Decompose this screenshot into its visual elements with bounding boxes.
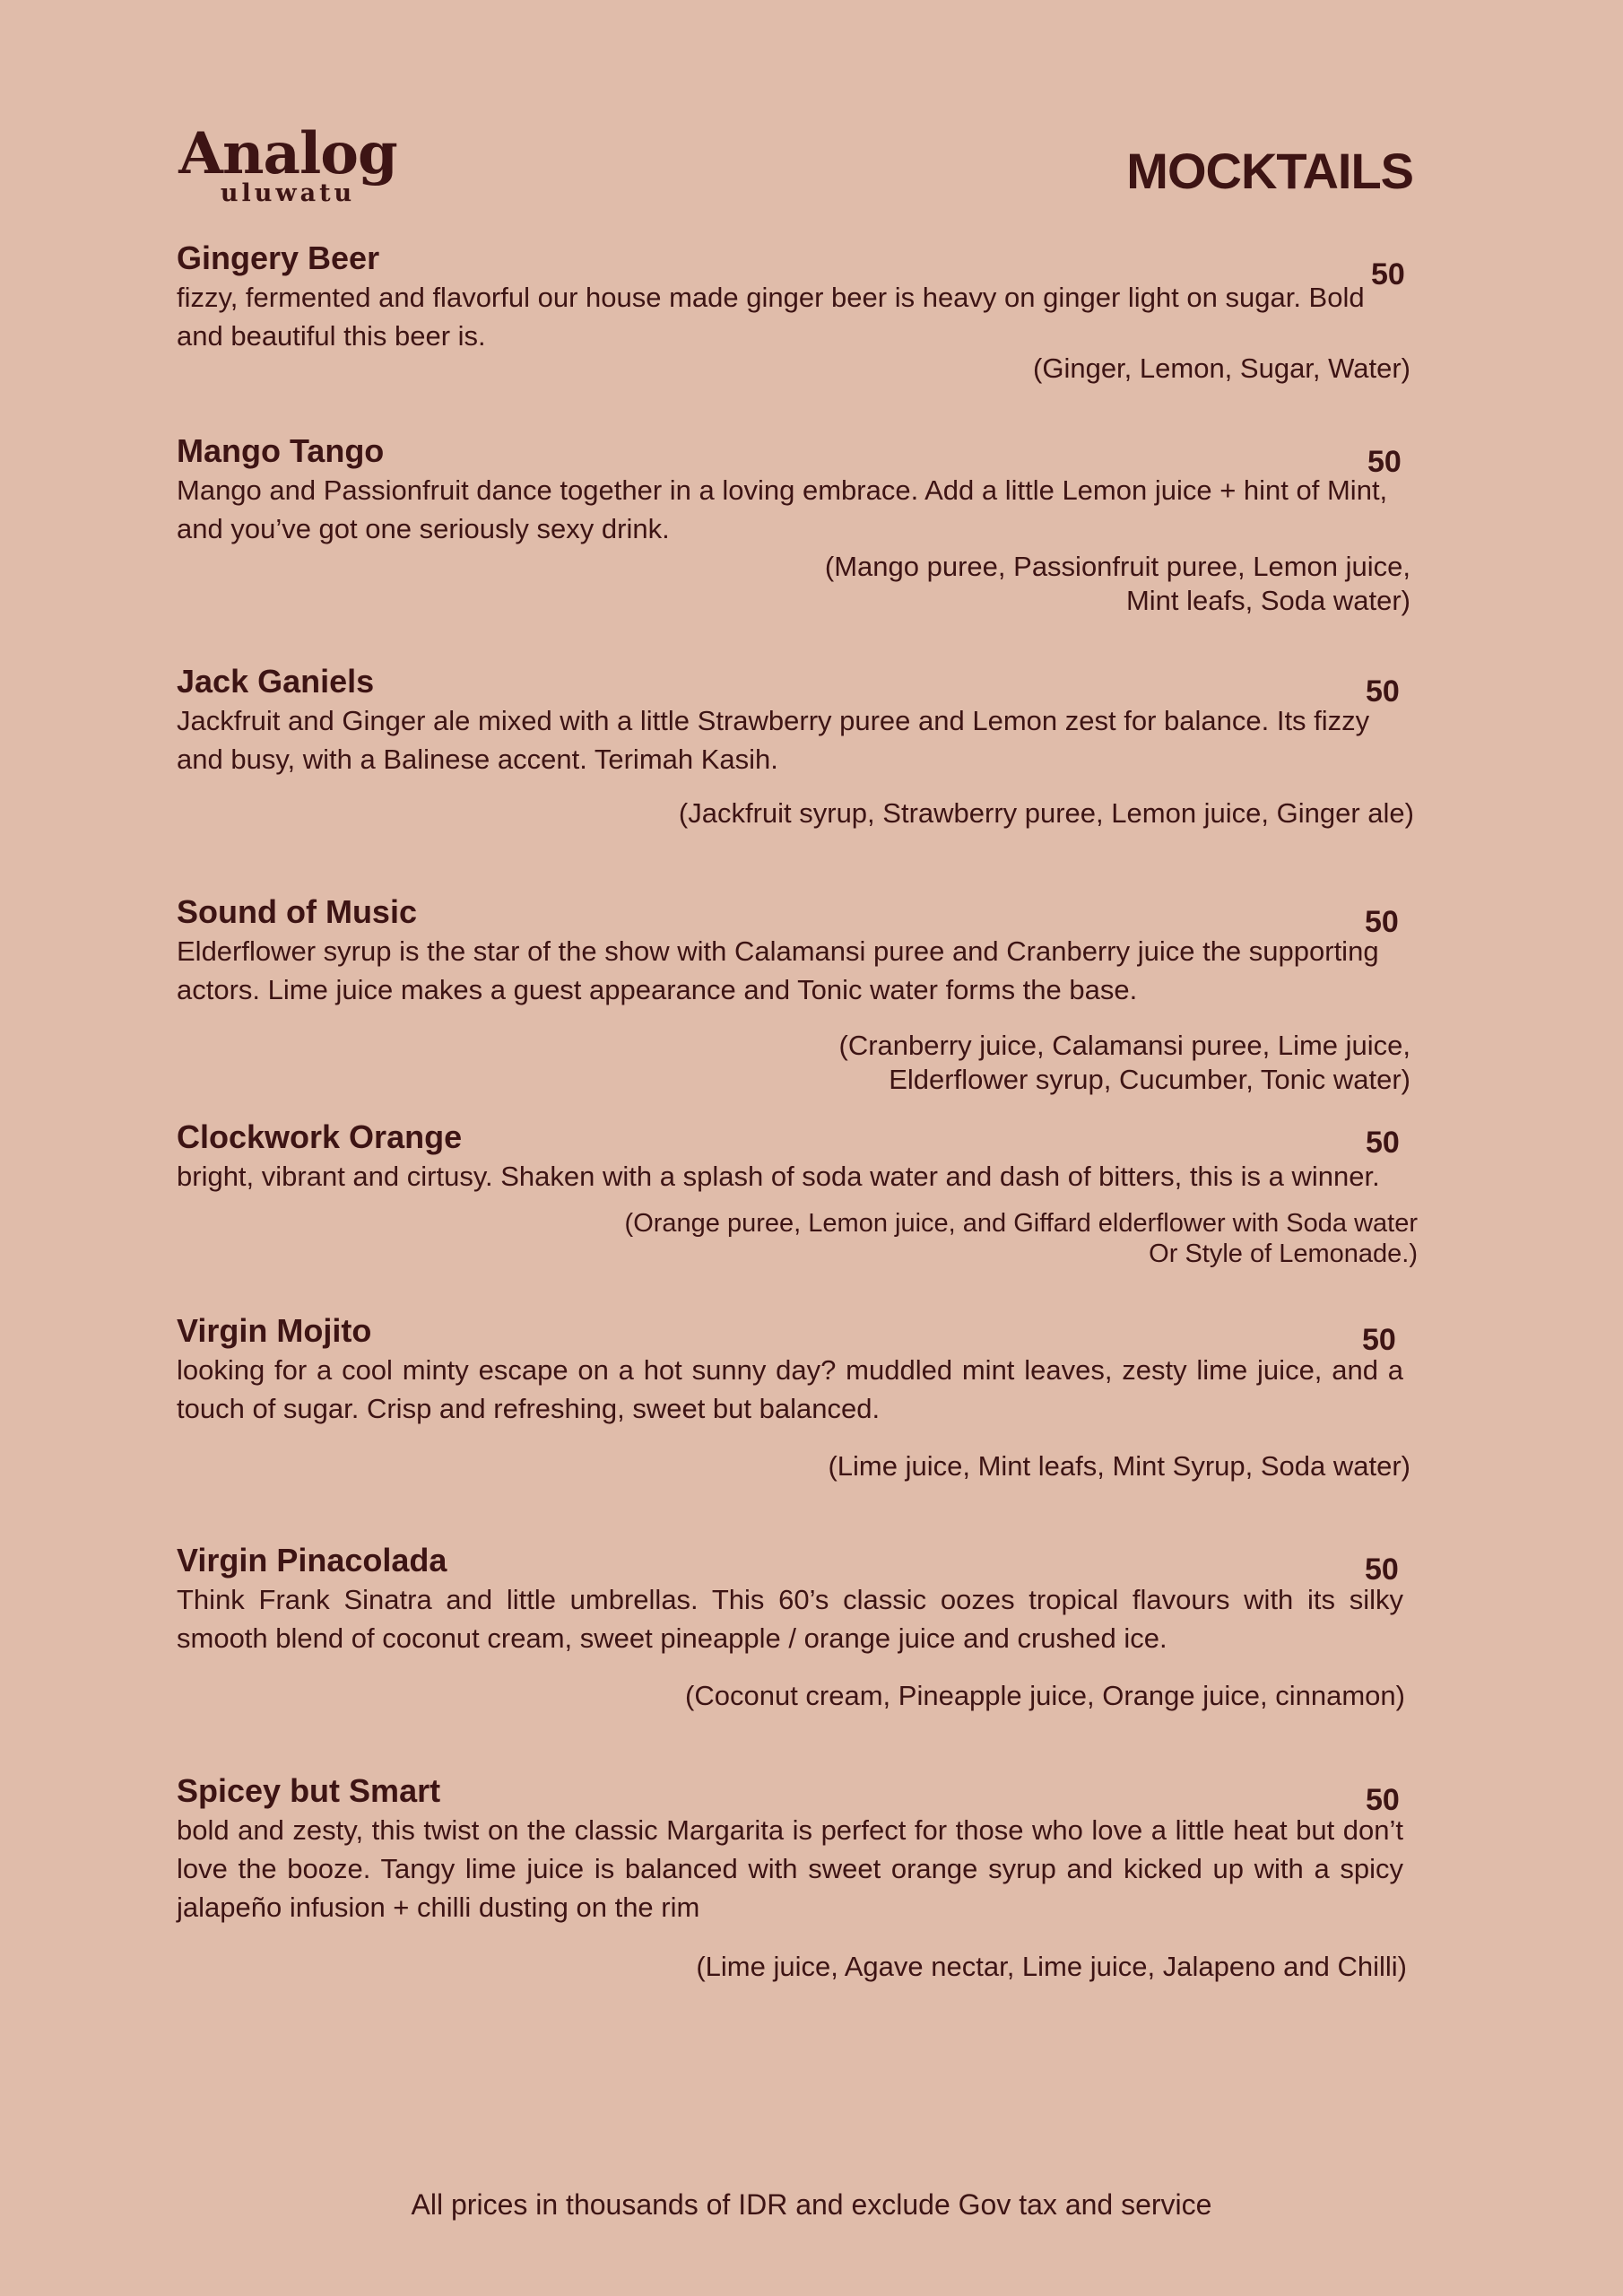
item-price: 50	[1362, 1323, 1396, 1357]
item-description: bright, vibrant and cirtusy. Shaken with a splash of soda water and dash of bitters, this is a winner.	[177, 1161, 1380, 1192]
item-ingredients: (Ginger, Lemon, Sugar, Water)	[1033, 352, 1410, 384]
footer-note: All prices in thousands of IDR and exclude Gov tax and service	[411, 2188, 1212, 2221]
menu-item-virgin-pinacolada	[177, 1541, 1418, 1713]
item-ingredients: (Cranberry juice, Calamansi puree, Lime juice, Elderflower syrup, Cucumber, Tonic water)	[838, 1030, 1410, 1095]
item-ingredients: (Jackfruit syrup, Strawberry puree, Lemon juice, Ginger ale)	[678, 797, 1414, 829]
menu-item-virgin-mojito	[177, 1311, 1418, 1483]
menu-item-gingery-beer	[177, 239, 1418, 386]
menu-item-spicey-but-smart	[177, 1771, 1418, 1984]
item-name: Mango Tango	[177, 432, 385, 469]
item-description: Mango and Passionfruit dance together in a loving embrace. Add a little Lemon juice + hint of Mint, and you’ve got one seriously sexy drink.	[177, 474, 1388, 544]
item-description: fizzy, fermented and flavorful our house made ginger beer is heavy on ginger light on sugar. Bold and beautiful this beer is.	[177, 282, 1365, 352]
menu-item-jack-ganiels	[177, 662, 1418, 831]
item-name: Jack Ganiels	[177, 663, 375, 700]
item-description: Think Frank Sinatra and little umbrellas. This 60’s classic oozes tropical flavours with its silky smooth blend of coconut cream, sweet pineapple / orange juice and crushed ice.	[177, 1584, 1403, 1654]
item-name: Clockwork Orange	[177, 1118, 463, 1155]
item-description: bold and zesty, this twist on the classic Margarita is perfect for those who love a little heat but don’t love the booze. Tangy lime juice is balanced with sweet orange syrup and kicked up with a spicy jalapeño infusion + chilli dusting on the rim	[177, 1814, 1403, 1923]
item-price: 50	[1371, 257, 1405, 291]
page-title: MOCKTAILS	[1126, 143, 1413, 199]
item-name: Virgin Pinacolada	[177, 1542, 447, 1578]
item-ingredients: (Coconut cream, Pineapple juice, Orange juice, cinnamon)	[685, 1680, 1405, 1711]
item-price: 50	[1365, 905, 1399, 939]
item-ingredients: (Mango puree, Passionfruit puree, Lemon juice, Mint leafs, Soda water)	[824, 551, 1410, 616]
item-name: Spicey but Smart	[177, 1772, 441, 1809]
menu-item-mango-tango	[177, 431, 1418, 618]
item-name: Sound of Music	[177, 893, 417, 930]
item-price: 50	[1367, 445, 1402, 479]
item-description: looking for a cool minty escape on a hot sunny day? muddled mint leaves, zesty lime juice, and a touch of sugar. Crisp and refreshing, sweet but balanced.	[177, 1354, 1403, 1424]
item-name: Gingery Beer	[177, 239, 380, 276]
brand-logo	[176, 120, 400, 207]
item-price: 50	[1365, 1552, 1399, 1587]
item-ingredients: (Lime juice, Agave nectar, Lime juice, Jalapeno and Chilli)	[696, 1951, 1407, 1982]
item-description: Jackfruit and Ginger ale mixed with a little Strawberry puree and Lemon zest for balance. Its fizzy and busy, with a Balinese accent. Terimah Kasih.	[177, 705, 1370, 775]
item-description: Elderflower syrup is the star of the show with Calamansi puree and Cranberry juice the supporting actors. Lime juice makes a guest appearance and Tonic water forms the base.	[177, 935, 1379, 1005]
menu-item-clockwork-orange	[177, 1118, 1418, 1269]
item-price: 50	[1366, 1126, 1400, 1160]
item-price: 50	[1366, 1783, 1400, 1817]
item-ingredients: (Orange puree, Lemon juice, and Giffard elderflower with Soda water Or Style of Lemonade.)	[624, 1209, 1418, 1268]
item-ingredients: (Lime juice, Mint leafs, Mint Syrup, Soda water)	[828, 1450, 1410, 1482]
item-name: Virgin Mojito	[177, 1312, 372, 1349]
item-price: 50	[1366, 674, 1400, 709]
brand-name: Analog	[178, 120, 397, 187]
brand-location: uluwatu	[220, 179, 356, 207]
menu-item-sound-of-music	[177, 892, 1418, 1097]
